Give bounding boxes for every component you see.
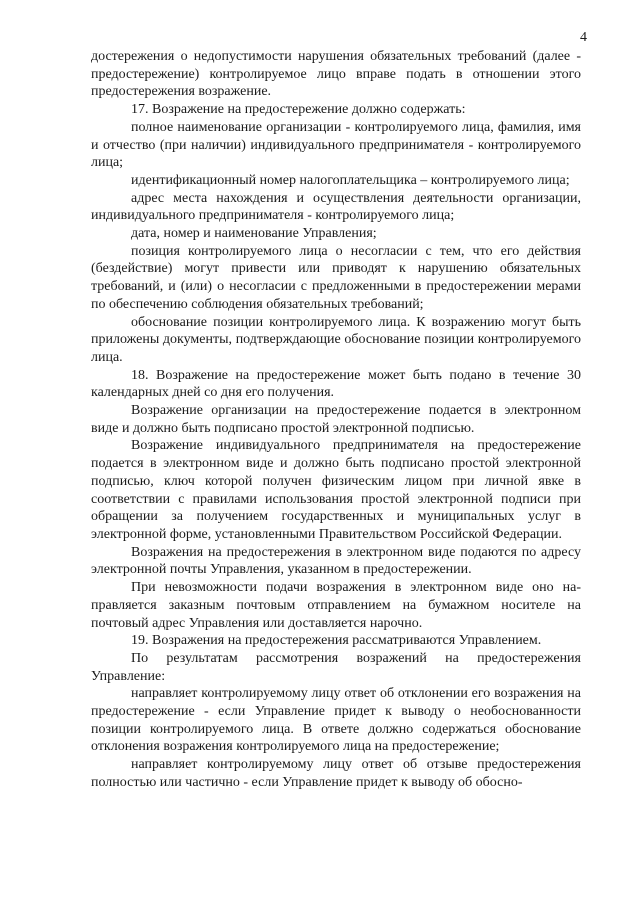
paragraph: достережения о недопустимости нарушения обязательных требований (далее - предостережение) контролируемое лицо вправе подать в отношении этого предостережения возражение. [91, 49, 581, 100]
paragraph: При невозможности подачи возражения в электронном виде оно направляется заказным почтовым отправлением на бумажном носителе на почтовый адрес Управления или доставляется нарочно. [91, 580, 581, 631]
paragraph: 17. Возражение на предостережение должно содержать: [131, 102, 466, 118]
paragraph: направляет контролируемому лицу ответ об отзыве предостережения полностью или частично - если Управление придет к выводу об обосно- [91, 757, 581, 790]
paragraph: идентификационный номер налогоплательщика – контролируемого лица; [131, 172, 570, 188]
paragraph: дата, номер и наименование Управления; [131, 226, 377, 242]
paragraph: По результатам рассмотрения возражений на предостережения Управление: [91, 650, 581, 684]
page-number: 4 [580, 30, 587, 45]
paragraph: Возражения на предостережения в электронном виде подаются по адресу электронной почты Управления, указанном в предостережении. [91, 544, 581, 578]
paragraph: позиция контролируемого лица о несогласии с тем, что его действия (бездействие) могут привести или приводят к нарушению обязательных требований, и (или) о несогласии с предложенными в предостережении мерами по обеспечению соблюдения обязательных требований; [91, 243, 581, 312]
paragraph: Возражение организации на предостережение подается в электронном виде и должно быть подписано простой электронной подписью. [91, 403, 581, 436]
paragraph: адрес места нахождения и осуществления деятельности организации, индивидуального предпринимателя - контролируемого лица; [91, 190, 581, 224]
paragraph: обоснование позиции контролируемого лица. К возражению могут быть приложены документы, подтверждающие обоснование позиции контролируемого лица. [91, 314, 581, 365]
paragraph: направляет контролируемому лицу ответ об отклонении его возражения на предостережение - если Управление придет к выводу о необоснованности позиции контролируемого лица. В ответе должно содержаться обоснование отклонения возражения контролируемого лица на предостережение; [91, 686, 581, 755]
paragraph: 18. Возражение на предостережение может быть подано в течение 30 календарных дней со дня его получения. [91, 367, 581, 401]
paragraph: Возражение индивидуального предпринимателя на предостережение подается в электронном виде и должно быть подписано простой электронной подписью, ключ которой получен физическим лицом при личной явке в соответствии с правилами использования простой электронной подписи при обращении за получением государственных и муниципальных услуг в электронной форме, установленными Правительством Российской Федерации. [91, 438, 581, 542]
body-text [91, 48, 581, 792]
paragraph: 19. Возражения на предостережения рассматриваются Управлением. [131, 633, 542, 649]
paragraph: полное наименование организации - контролируемого лица, фамилия, имя и отчество (при наличии) индивидуального предпринимателя - контролируемого лица; [91, 119, 581, 171]
